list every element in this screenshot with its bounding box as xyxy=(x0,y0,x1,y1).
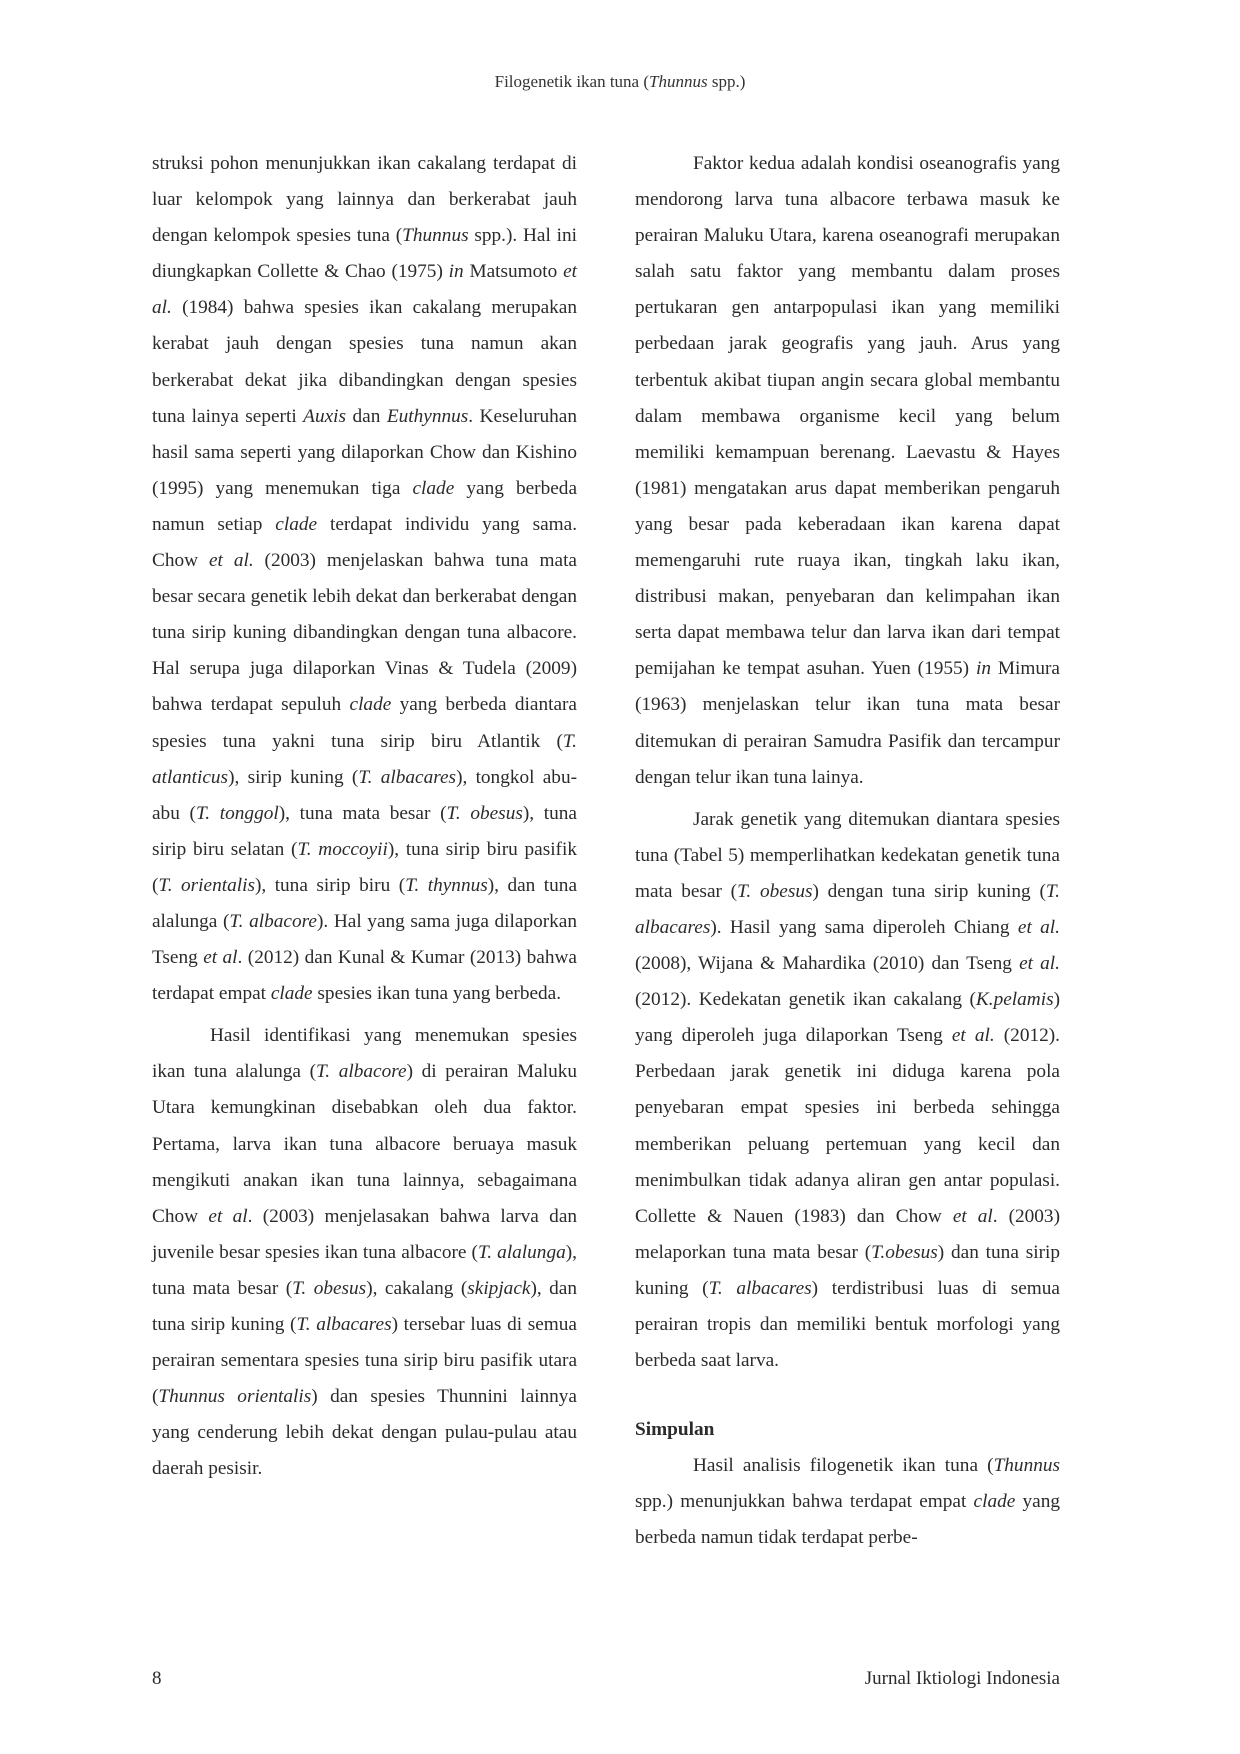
text-run: yang berbeda diantara spesies tuna yakni tuna sirip biru Atlantik ( xyxy=(152,694,577,752)
text-run: . Keseluruhan hasil sama seperti yang dilaporkan Chow dan Kishino (1995) yang menemukan tiga xyxy=(152,405,577,499)
paragraph xyxy=(152,1018,577,1487)
left-column xyxy=(152,146,577,1487)
text-run: ), tuna mata besar ( xyxy=(278,802,447,824)
text-run: . (2003) menjelasakan bahwa larva dan juvenile besar spesies ikan tuna albacore ( xyxy=(152,1205,578,1263)
text-run: ) terdistribusi luas di semua perairan tropis dan memiliki bentuk morfologi yang berbeda saat larva. xyxy=(635,1277,1060,1372)
italic-term: et al xyxy=(203,947,238,969)
italic-term: clade xyxy=(270,983,313,1005)
text-run: . (2012) dan Kunal & Kumar (2013) bahwa terdapat empat xyxy=(152,947,577,1005)
text-run: (2012). Perbedaan jarak genetik ini diduga karena pola penyebaran empat spesies ini berbeda sehingga memberikan peluang pertemuan yang kecil dan menimbulkan tidak adanya aliran gen antar populasi. Collette & Nauen (1983) dan Chow xyxy=(635,1025,1060,1227)
italic-term: T. albacares xyxy=(296,1314,392,1335)
paragraph xyxy=(635,146,1060,796)
text-run: Hasil analisis filogenetik ikan tuna ( xyxy=(693,1455,994,1477)
text-run: . (2003) melaporkan tuna mata besar ( xyxy=(635,1205,1060,1263)
text-run: spesies ikan tuna yang berbeda. xyxy=(312,983,562,1005)
italic-term: T. albacore xyxy=(229,910,317,932)
italic-term: skipjack xyxy=(467,1277,531,1299)
paragraph xyxy=(635,802,1060,1380)
text-run: ), dan tuna alalunga ( xyxy=(152,874,577,932)
text-run: ). Hasil yang sama diperoleh Chiang xyxy=(710,916,1018,938)
section-heading: Simpulan xyxy=(635,1419,715,1441)
italic-term: clade xyxy=(973,1491,1016,1513)
text-run: ) dengan tuna sirip kuning ( xyxy=(812,880,1046,902)
text-run: ), sirip kuning ( xyxy=(228,766,359,788)
italic-term: T. atlanticus xyxy=(152,730,577,788)
italic-term: clade xyxy=(349,694,392,716)
text-run: Matsumoto xyxy=(463,261,564,283)
paragraph xyxy=(152,146,577,1012)
text-run: ), tuna sirip biru ( xyxy=(254,874,406,896)
italic-term: T. obesus xyxy=(446,802,523,824)
italic-term: clade xyxy=(412,477,455,499)
italic-term: T. thynnus xyxy=(405,874,488,896)
italic-term: Thunnus orientalis xyxy=(158,1386,312,1408)
italic-term: Thunnus xyxy=(993,1455,1060,1477)
text-run: Jarak genetik yang ditemukan diantara spesies tuna (Tabel 5) memperlihatkan kedekatan genetik tuna mata besar ( xyxy=(635,808,1060,902)
text-run: ) dan tuna sirip kuning ( xyxy=(635,1241,1060,1299)
italic-term: T.obesus xyxy=(871,1241,938,1263)
text-run: (1984) bahwa spesies ikan cakalang merupakan kerabat jauh dengan spesies tuna namun akan berkerabat dekat jika dibandingkan dengan spesies tuna lainya seperti xyxy=(152,297,577,427)
italic-term: in xyxy=(448,261,464,283)
text-run: ) di perairan Maluku Utara kemungkinan disebabkan oleh dua faktor. Pertama, larva ikan tuna albacore beruaya masuk mengikuti anakan ikan tuna lainnya, sebagaimana Chow xyxy=(152,1061,577,1227)
text-run: ). Hal yang sama juga dilaporkan Tseng xyxy=(152,910,577,969)
running-header: Filogenetik ikan tuna (Thunnus spp.) xyxy=(494,72,746,91)
italic-term: T. tonggol xyxy=(195,802,279,824)
italic-term: K.pelamis xyxy=(975,989,1054,1011)
italic-term: et al. xyxy=(208,550,254,572)
italic-term: clade xyxy=(275,513,318,535)
italic-term: T. albacares xyxy=(358,766,457,788)
text-run: ) yang diperoleh juga dilaporkan Tseng xyxy=(635,989,1060,1047)
italic-term: et al. xyxy=(1019,953,1060,975)
journal-name: Jurnal Iktiologi Indonesia xyxy=(864,1668,1060,1689)
italic-term: et al xyxy=(208,1205,248,1227)
italic-term: et al. xyxy=(1017,916,1060,938)
italic-term: et al. xyxy=(951,1025,995,1047)
text-run: terdapat individu yang sama. Chow xyxy=(152,513,578,572)
text-run: yang berbeda namun setiap xyxy=(152,477,577,535)
text-run: struksi pohon menunjukkan ikan cakalang terdapat di luar kelompok yang lainnya dan berkerabat jauh dengan kelompok spesies tuna ( xyxy=(152,153,577,247)
italic-term: Auxis xyxy=(303,405,347,427)
italic-term: T. albacares xyxy=(708,1277,812,1299)
text-run: ), tuna sirip biru selatan ( xyxy=(152,802,577,860)
text-run: ) dan spesies Thunnini lainnya yang cenderung lebih dekat dengan pulau-pulau atau daerah pesisir. xyxy=(152,1386,577,1480)
page-number: 8 xyxy=(152,1668,162,1689)
text-run: ), tuna mata besar ( xyxy=(152,1241,577,1299)
paragraph xyxy=(635,1448,1060,1556)
text-run: yang berbeda namun tidak terdapat perbe- xyxy=(635,1491,1060,1549)
italic-term: T. alalunga xyxy=(477,1241,566,1263)
text-run: Mimura (1963) menjelaskan telur ikan tuna mata besar ditemukan di perairan Samudra Pasifik dan tercampur dengan telur ikan tuna lainya. xyxy=(635,658,1060,788)
italic-term: T. albacore xyxy=(316,1061,407,1083)
italic-term: et al xyxy=(952,1205,993,1227)
text-run: ), tongkol abu-abu ( xyxy=(152,766,578,824)
text-run: (2012). Kedekatan genetik ikan cakalang ( xyxy=(635,989,976,1011)
text-run: (2008), Wijana & Mahardika (2010) dan Tseng xyxy=(635,953,1020,975)
text-run: ), dan tuna sirip kuning ( xyxy=(152,1277,577,1335)
italic-term: T. orientalis xyxy=(158,874,255,896)
right-column xyxy=(635,146,1060,1557)
text-run: Faktor kedua adalah kondisi oseanografis yang mendorong larva tuna albacore terbawa masuk ke perairan Maluku Utara, karena oseanografi merupakan salah satu faktor yang membantu dalam proses pertukaran gen antarpopulasi ikan yang memiliki perbedaan jarak geografis yang jauh. Arus yang terbentuk akibat tiupan angin secara global membantu dalam membawa organisme kecil yang belum memiliki kemampuan berenang. Laevastu & Hayes (1981) mengatakan arus dapat memberikan pengaruh yang besar pada keberadaan ikan karena dapat memengaruhi rute ruaya ikan, tingkah laku ikan, distribusi makan, penyebaran dan kelimpahan ikan serta dapat membawa telur dan larva ikan dari tempat pemijahan ke tempat asuhan. Yuen (1955) xyxy=(635,153,1060,680)
text-run: ), tuna sirip biru pasifik ( xyxy=(152,838,577,896)
text-run: Hasil identifikasi yang menemukan spesies ikan tuna alalunga ( xyxy=(152,1025,577,1083)
italic-term: et al. xyxy=(152,261,577,319)
italic-term: in xyxy=(975,658,991,680)
text-run: spp.) menunjukkan bahwa terdapat empat xyxy=(635,1491,974,1513)
italic-term: T. obesus xyxy=(292,1277,367,1299)
text-run: ) tersebar luas di semua perairan sementara spesies tuna sirip biru pasifik utara ( xyxy=(152,1314,577,1408)
text-run: ), cakalang ( xyxy=(366,1277,468,1299)
italic-term: Euthynnus xyxy=(386,405,469,427)
text-run: spp.). Hal ini diungkapkan Collette & Chao (1975) xyxy=(152,225,577,283)
italic-term: T. moccoyii xyxy=(297,838,388,860)
text-run: (2003) menjelaskan bahwa tuna mata besar secara genetik lebih dekat dan berkerabat dengan tuna sirip kuning dibandingkan dengan tuna albacore. Hal serupa juga dilaporkan Vinas & Tudela (2009) bahwa terdapat sepuluh xyxy=(152,550,577,716)
italic-term: Thunnus xyxy=(402,225,469,247)
italic-term: T. obesus xyxy=(737,880,813,902)
italic-term: T. albacares xyxy=(635,880,1060,938)
text-run: dan xyxy=(346,405,387,427)
